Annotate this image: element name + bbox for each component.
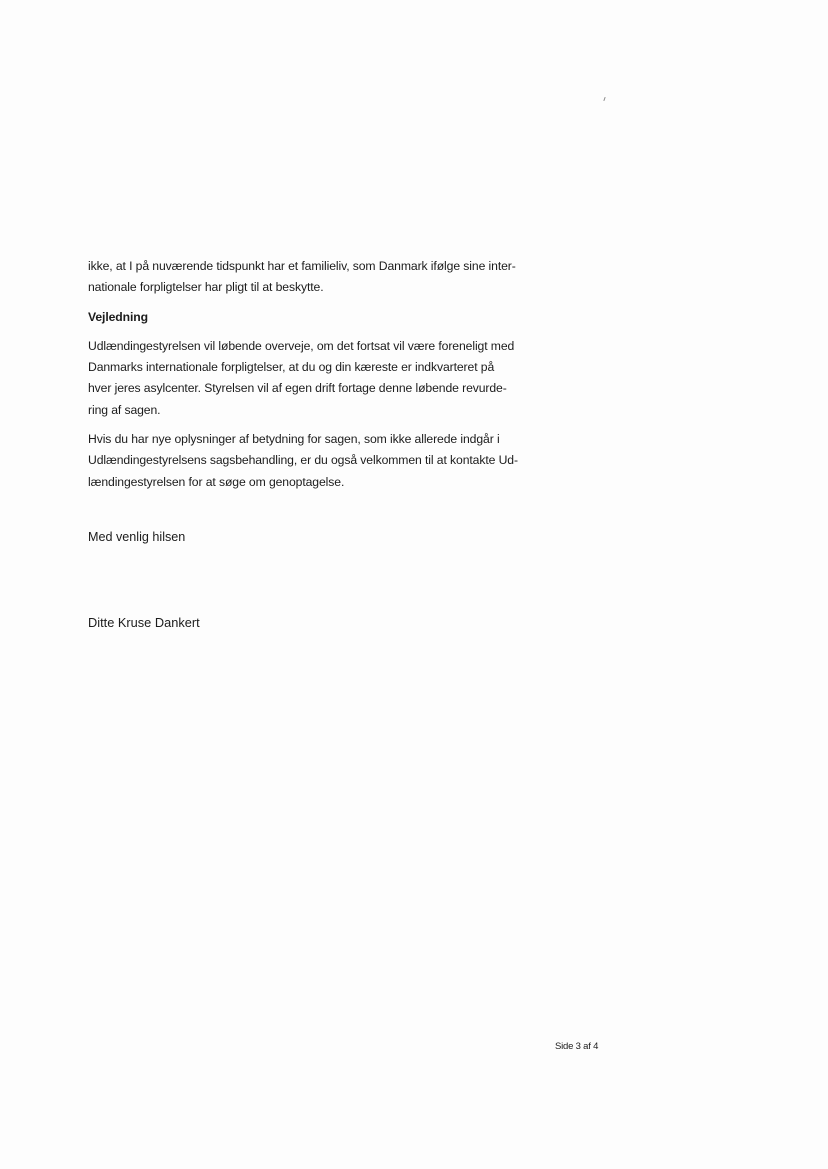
closing-salutation: Med venlig hilsen [88,530,186,544]
scan-speck [603,97,605,101]
section-heading: Vejledning [88,309,148,324]
text-line: Danmarks internationale forpligtelser, at du og din kæreste er indkvarteret på [88,360,495,375]
text-line: ikke, at I på nuværende tidspunkt har et familieliv, som Danmark ifølge sine inter- [88,259,516,273]
text-line: ring af sagen. [88,402,161,417]
page-number: Side 3 af 4 [555,1041,599,1052]
text-line: Udlændingestyrelsens sagsbehandling, er du også velkommen til at kontakte Ud- [88,453,518,468]
text-line: nationale forpligtelser har pligt til at beskytte. [88,280,324,295]
text-line: lændingestyrelsen for at søge om genoptagelse. [88,474,345,489]
contact-paragraph [88,429,578,493]
text-line: hver jeres asylcenter. Styrelsen vil af egen drift fortage denne løbende revurde- [88,381,507,396]
signature-name: Ditte Kruse Dankert [88,615,200,630]
intro-paragraph [88,256,578,299]
text-line: Udlændingestyrelsen vil løbende overveje, om det fortsat vil være foreneligt med [88,338,515,353]
letter-body [88,256,578,501]
text-line: Hvis du har nye oplysninger af betydning for sagen, som ikke allerede indgår i [88,432,500,447]
guidance-paragraph [88,336,578,421]
